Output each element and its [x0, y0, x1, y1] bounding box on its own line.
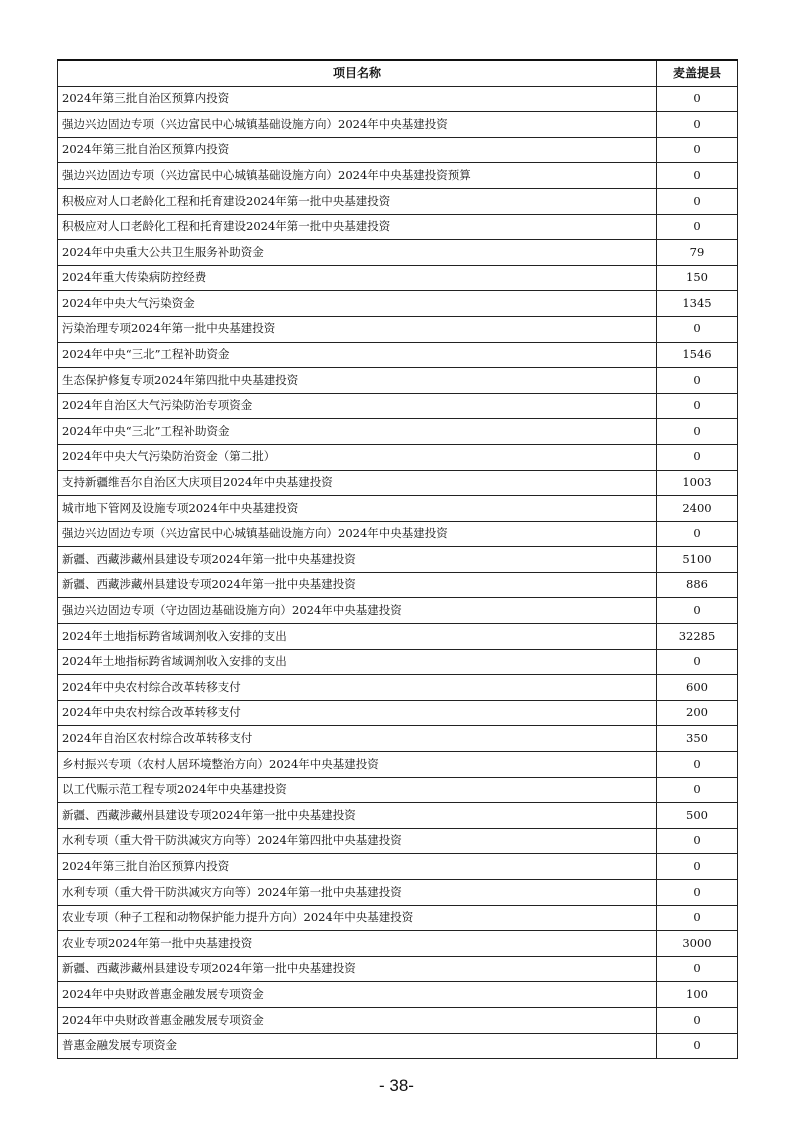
amount-cell: 0 — [657, 1007, 738, 1033]
project-name-cell: 水利专项（重大骨干防洪减灾方向等）2024年第一批中央基建投资 — [58, 880, 657, 906]
table-row — [58, 419, 738, 445]
table-row — [58, 547, 738, 573]
amount-cell: 0 — [657, 777, 738, 803]
table-row — [58, 726, 738, 752]
amount-cell: 886 — [657, 572, 738, 598]
amount-cell: 79 — [657, 240, 738, 266]
amount-cell: 0 — [657, 188, 738, 214]
project-name-cell: 2024年中央大气污染防治资金（第二批） — [58, 444, 657, 470]
project-name-cell: 2024年中央财政普惠金融发展专项资金 — [58, 982, 657, 1008]
project-name-cell: 2024年自治区大气污染防治专项资金 — [58, 393, 657, 419]
project-name-cell: 积极应对人口老龄化工程和托育建设2024年第一批中央基建投资 — [58, 188, 657, 214]
table-row — [58, 316, 738, 342]
amount-cell: 0 — [657, 649, 738, 675]
amount-cell: 150 — [657, 265, 738, 291]
project-name-cell: 新疆、西藏涉藏州县建设专项2024年第一批中央基建投资 — [58, 956, 657, 982]
table-row — [58, 291, 738, 317]
amount-cell: 0 — [657, 752, 738, 778]
project-name-cell: 2024年中央农村综合改革转移支付 — [58, 675, 657, 701]
amount-cell: 200 — [657, 700, 738, 726]
table-row — [58, 803, 738, 829]
project-name-cell: 强边兴边固边专项（兴边富民中心城镇基础设施方向）2024年中央基建投资 — [58, 521, 657, 547]
table-row — [58, 444, 738, 470]
table-row — [58, 649, 738, 675]
amount-cell: 600 — [657, 675, 738, 701]
table-row — [58, 393, 738, 419]
amount-cell: 0 — [657, 956, 738, 982]
amount-cell: 100 — [657, 982, 738, 1008]
table-row — [58, 1007, 738, 1033]
amount-cell: 0 — [657, 905, 738, 931]
table-row — [58, 1033, 738, 1059]
table-row — [58, 598, 738, 624]
project-name-cell: 污染治理专项2024年第一批中央基建投资 — [58, 316, 657, 342]
amount-cell: 0 — [657, 86, 738, 112]
amount-cell: 1546 — [657, 342, 738, 368]
table-row — [58, 956, 738, 982]
project-name-cell: 水利专项（重大骨干防洪减灾方向等）2024年第四批中央基建投资 — [58, 828, 657, 854]
amount-cell: 0 — [657, 1033, 738, 1059]
table-row — [58, 982, 738, 1008]
project-name-cell: 2024年重大传染病防控经费 — [58, 265, 657, 291]
project-name-cell: 强边兴边固边专项（兴边富民中心城镇基础设施方向）2024年中央基建投资预算 — [58, 163, 657, 189]
amount-cell: 2400 — [657, 496, 738, 522]
amount-cell: 500 — [657, 803, 738, 829]
table-row — [58, 496, 738, 522]
table-row — [58, 777, 738, 803]
amount-cell: 32285 — [657, 624, 738, 650]
amount-cell: 0 — [657, 521, 738, 547]
amount-cell: 0 — [657, 880, 738, 906]
project-name-cell: 2024年中央大气污染资金 — [58, 291, 657, 317]
table-row — [58, 214, 738, 240]
project-name-cell: 乡村振兴专项（农村人居环境整治方向）2024年中央基建投资 — [58, 752, 657, 778]
table-body — [58, 86, 738, 1059]
amount-cell: 5100 — [657, 547, 738, 573]
amount-cell: 1345 — [657, 291, 738, 317]
table-row — [58, 624, 738, 650]
budget-table — [57, 59, 738, 1059]
amount-cell: 3000 — [657, 931, 738, 957]
project-name-cell: 2024年中央“三北”工程补助资金 — [58, 419, 657, 445]
column-header-project-name: 项目名称 — [58, 60, 657, 86]
table-row — [58, 854, 738, 880]
amount-cell: 0 — [657, 444, 738, 470]
amount-cell: 350 — [657, 726, 738, 752]
amount-cell: 0 — [657, 368, 738, 394]
project-name-cell: 2024年第三批自治区预算内投资 — [58, 854, 657, 880]
amount-cell: 0 — [657, 598, 738, 624]
amount-cell: 0 — [657, 214, 738, 240]
amount-cell: 0 — [657, 316, 738, 342]
table-row — [58, 112, 738, 138]
project-name-cell: 2024年第三批自治区预算内投资 — [58, 86, 657, 112]
project-name-cell: 新疆、西藏涉藏州县建设专项2024年第一批中央基建投资 — [58, 572, 657, 598]
table-row — [58, 905, 738, 931]
table-row — [58, 240, 738, 266]
table-row — [58, 265, 738, 291]
table-row — [58, 931, 738, 957]
table-row — [58, 342, 738, 368]
amount-cell: 0 — [657, 854, 738, 880]
table-row — [58, 572, 738, 598]
table-row — [58, 828, 738, 854]
project-name-cell: 2024年自治区农村综合改革转移支付 — [58, 726, 657, 752]
amount-cell: 0 — [657, 112, 738, 138]
amount-cell: 0 — [657, 137, 738, 163]
table-row — [58, 137, 738, 163]
project-name-cell: 以工代赈示范工程专项2024年中央基建投资 — [58, 777, 657, 803]
project-name-cell: 新疆、西藏涉藏州县建设专项2024年第一批中央基建投资 — [58, 803, 657, 829]
table-row — [58, 521, 738, 547]
project-name-cell: 强边兴边固边专项（守边固边基础设施方向）2024年中央基建投资 — [58, 598, 657, 624]
table-row — [58, 752, 738, 778]
amount-cell: 0 — [657, 828, 738, 854]
table-row — [58, 368, 738, 394]
amount-cell: 0 — [657, 393, 738, 419]
amount-cell: 0 — [657, 419, 738, 445]
project-name-cell: 农业专项2024年第一批中央基建投资 — [58, 931, 657, 957]
table-row — [58, 675, 738, 701]
column-header-county: 麦盖提县 — [657, 60, 738, 86]
project-name-cell: 生态保护修复专项2024年第四批中央基建投资 — [58, 368, 657, 394]
table-row — [58, 188, 738, 214]
page-number: - 38- — [379, 1076, 414, 1095]
amount-cell: 1003 — [657, 470, 738, 496]
project-name-cell: 2024年土地指标跨省域调剂收入安排的支出 — [58, 649, 657, 675]
project-name-cell: 2024年中央重大公共卫生服务补助资金 — [58, 240, 657, 266]
table-row — [58, 86, 738, 112]
project-name-cell: 2024年中央农村综合改革转移支付 — [58, 700, 657, 726]
project-name-cell: 支持新疆维吾尔自治区大庆项目2024年中央基建投资 — [58, 470, 657, 496]
project-name-cell: 积极应对人口老龄化工程和托育建设2024年第一批中央基建投资 — [58, 214, 657, 240]
project-name-cell: 强边兴边固边专项（兴边富民中心城镇基础设施方向）2024年中央基建投资 — [58, 112, 657, 138]
table-row — [58, 163, 738, 189]
table-row — [58, 470, 738, 496]
project-name-cell: 城市地下管网及设施专项2024年中央基建投资 — [58, 496, 657, 522]
project-name-cell: 新疆、西藏涉藏州县建设专项2024年第一批中央基建投资 — [58, 547, 657, 573]
amount-cell: 0 — [657, 163, 738, 189]
project-name-cell: 2024年土地指标跨省域调剂收入安排的支出 — [58, 624, 657, 650]
project-name-cell: 农业专项（种子工程和动物保护能力提升方向）2024年中央基建投资 — [58, 905, 657, 931]
project-name-cell: 2024年第三批自治区预算内投资 — [58, 137, 657, 163]
project-name-cell: 普惠金融发展专项资金 — [58, 1033, 657, 1059]
table-row — [58, 880, 738, 906]
table-row — [58, 700, 738, 726]
table-header-row — [58, 60, 738, 86]
project-name-cell: 2024年中央“三北”工程补助资金 — [58, 342, 657, 368]
project-name-cell: 2024年中央财政普惠金融发展专项资金 — [58, 1007, 657, 1033]
